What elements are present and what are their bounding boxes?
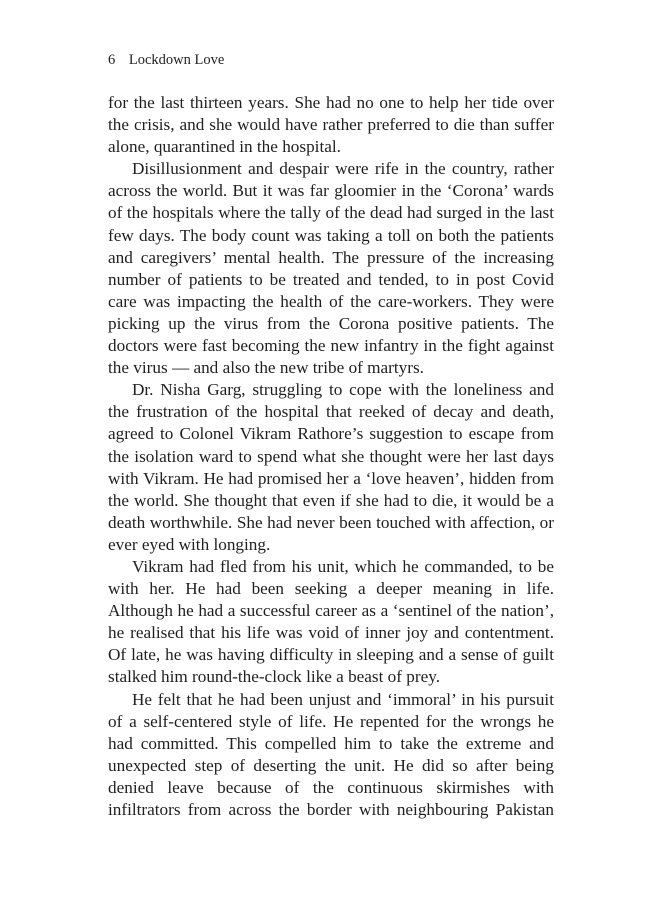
paragraph: Dr. Nisha Garg, struggling to cope with the loneliness and the frustration of the hospital that reeked of decay and death, agreed to Colonel Vikram Rathore’s suggestion to escape from the isolation ward to spend what she thought were her last days with Vikram. He had promised her a ‘love heaven’, hidden from the world. She thought that even if she had to die, it would be a death worthwhile. She had never been touched with affection, or ever eyed with longing. [108,380,554,554]
paragraph: Disillusionment and despair were rife in the country, rather across the world. But it was far gloomier in the ‘Corona’ wards of the hospitals where the tally of the dead had surged in the last few days. The body count was taking a toll on both the patients and caregivers’ mental health. The pressure of the increasing number of patients to be treated and tended, to in post Covid care was impacting the health of the care-workers. They were picking up the virus from the Corona positive patients. The doctors were fast becoming the new infantry in the fight against the virus — and also the new tribe of martyrs. [108,159,554,378]
running-head [108,50,224,70]
page-number: 6 [108,52,116,68]
body-text [108,92,554,821]
paragraph: Vikram had fled from his unit, which he commanded, to be with her. He had been seeking a deeper meaning in life. Although he had a successful career as a ‘sentinel of the nation’, he realised that his life was void of inner joy and contentment. Of late, he was having difficulty in sleeping and a sense of guilt stalked him round-the-clock like a beast of prey. [108,556,554,687]
book-title: Lockdown Love [128,52,225,68]
paragraph-continues: He felt that he had been unjust and ‘immoral’ in his pursuit of a self-centered style of life. He repented for the wrongs he had committed. This compelled him to take the extreme and unexpected step of deserting the unit. He did so after being denied leave because of the continuous skirmishes with infiltrators from across the border with neighbouring Pakistan [108,689,554,819]
paragraph-continued: for the last thirteen years. She had no one to help her tide over the crisis, and she would have rather preferred to die than suffer alone, quarantined in the hospital. [108,93,554,157]
